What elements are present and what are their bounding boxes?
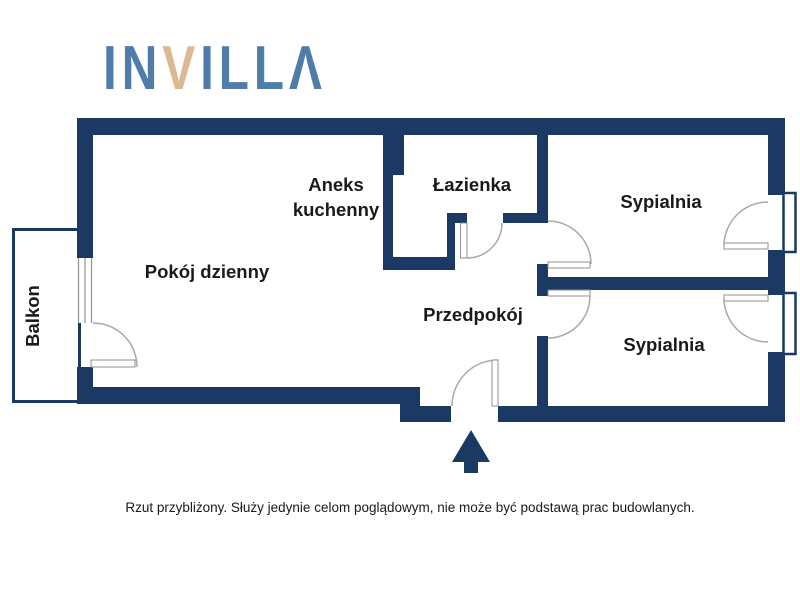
door-bedroom2-hall xyxy=(548,290,590,338)
door-balcony xyxy=(91,323,137,367)
logo-text-in: IN xyxy=(103,34,163,103)
door-arc xyxy=(548,221,591,264)
room-label-living: Pokój dzienny xyxy=(144,261,270,282)
door-leaf xyxy=(724,295,768,301)
door-bathroom xyxy=(461,223,503,258)
door-leaf xyxy=(461,223,468,258)
door-bedroom2-balcony xyxy=(724,295,768,342)
disclaimer-text: Rzut przybliżony. Służy jedynie celom poglądowym, nie może być podstawą prac budowlanych. xyxy=(125,500,695,515)
door-arc xyxy=(724,202,768,246)
door-arc xyxy=(724,298,768,342)
wall-bottom-right xyxy=(498,406,785,422)
wall-bedrooms-mid xyxy=(537,264,548,296)
room-label-bedroom2: Sypialnia xyxy=(623,334,705,355)
wall-bedrooms-lower xyxy=(537,336,548,406)
door-leaf xyxy=(724,243,768,249)
door-bedroom1-hall xyxy=(548,221,591,268)
room-label-balcony: Balkon xyxy=(22,285,43,347)
door-leaf xyxy=(492,360,498,406)
wall-bedroom-divider xyxy=(548,277,768,290)
window-frame-bedroom1 xyxy=(784,193,796,252)
door-arc xyxy=(452,360,498,406)
wall-right-lower xyxy=(768,352,785,422)
door-leaf xyxy=(91,360,135,367)
room-label-kitchen-line2: kuchenny xyxy=(292,199,380,220)
logo-check-icon: V xyxy=(162,34,201,103)
door-arc xyxy=(548,296,590,338)
wall-bath-bottom-left xyxy=(447,213,467,223)
door-leaf xyxy=(548,290,590,296)
door-arc xyxy=(467,223,502,258)
door-bedroom1-balcony xyxy=(724,202,768,249)
wall-kitchen-upper xyxy=(383,135,404,175)
room-label-bedroom1: Sypialnia xyxy=(620,191,702,212)
room-label-hallway: Przedpokój xyxy=(423,304,523,325)
wall-kitchen-bottom xyxy=(383,257,455,270)
wall-bottom-left xyxy=(77,387,410,404)
door-entrance xyxy=(452,360,498,406)
wall-right-mid xyxy=(768,250,785,295)
wall-right-upper xyxy=(768,118,785,195)
room-label-kitchen-line1: Aneks xyxy=(308,174,364,195)
window-living xyxy=(77,258,93,323)
wall-left-upper xyxy=(77,118,93,258)
wall-top xyxy=(77,118,785,135)
logo-text-ill: ILL xyxy=(200,34,289,103)
room-label-bathroom: Łazienka xyxy=(432,174,512,195)
logo-text-lambda: Λ xyxy=(288,34,327,103)
window-frame-bedroom2 xyxy=(784,293,796,354)
wall-bottom-mid xyxy=(420,406,451,422)
door-leaf xyxy=(548,262,590,268)
entrance-arrow-icon xyxy=(452,430,490,473)
wall-bedrooms-upper xyxy=(537,135,548,220)
wall-kitchen-lower xyxy=(383,175,393,270)
wall-bottom-step xyxy=(400,387,420,422)
